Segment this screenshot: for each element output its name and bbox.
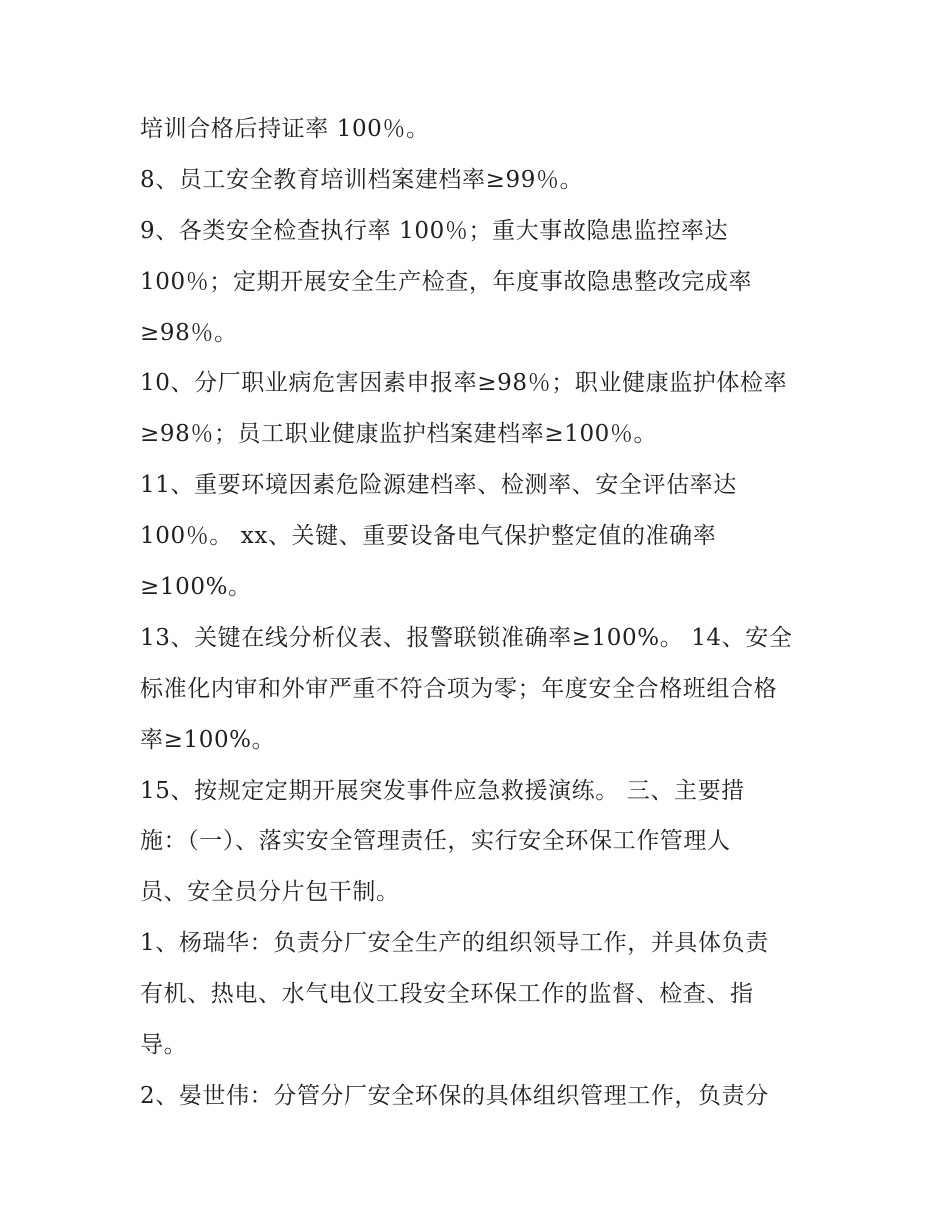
- text-line: 员、安全员分片包干制。: [140, 879, 400, 906]
- text-line: 15、按规定定期开展突发事件应急救援演练。 三、主要措: [140, 777, 745, 804]
- text-line: 导。: [140, 1032, 188, 1059]
- text-line: 施：（一）、落实安全管理责任，实行安全环保工作管理人: [140, 828, 731, 855]
- text-line: 8、员工安全教育培训档案建档率≥99％。: [140, 166, 584, 193]
- text-line: 有机、热电、水气电仪工段安全环保工作的监督、检查、指: [140, 981, 754, 1008]
- text-line: 11、重要环境因素危险源建档率、检测率、安全评估率达: [140, 472, 737, 499]
- text-line: 13、关键在线分析仪表、报警联锁准确率≥100%。 14、安全: [140, 624, 793, 651]
- text-line: 率≥100%。: [140, 726, 276, 753]
- text-line: ≥100%。: [140, 574, 252, 601]
- text-line: ≥98％；员工职业健康监护档案建档率≥100％。: [140, 421, 658, 448]
- text-line: 9、各类安全检查执行率 100％；重大事故隐患监控率达: [140, 217, 729, 244]
- text-line: 培训合格后持证率 100％。: [140, 116, 430, 142]
- text-line: 2、晏世伟：分管分厂安全环保的具体组织管理工作，负责分: [140, 1082, 769, 1109]
- text-line: 1、杨瑞华：负责分厂安全生产的组织领导工作，并具体负责: [140, 930, 769, 957]
- text-line: 标准化内审和外审严重不符合项为零；年度安全合格班组合格: [140, 675, 778, 702]
- text-line: 100％。 xx、关键、重要设备电气保护整定值的准确率: [140, 523, 717, 550]
- text-line: ≥98％。: [140, 319, 238, 346]
- text-line: 10、分厂职业病危害因素申报率≥98％；职业健康监护体检率: [140, 370, 788, 397]
- document-body: [140, 104, 820, 1122]
- text-line: 100％；定期开展安全生产检查，年度事故隐患整改完成率: [140, 268, 753, 295]
